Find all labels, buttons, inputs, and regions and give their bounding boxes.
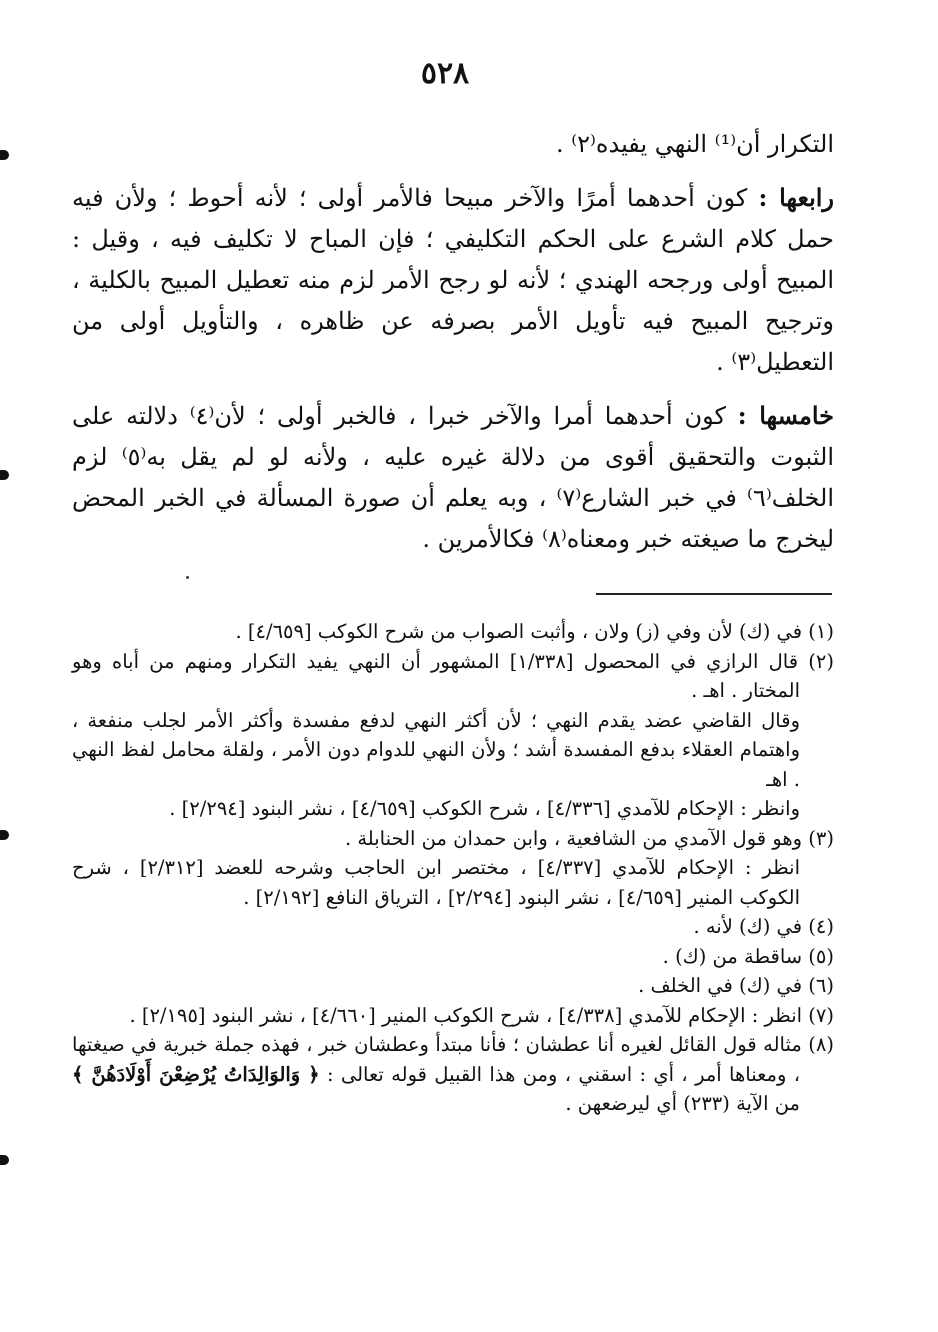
ink-dot <box>186 576 189 579</box>
footnote-6: (٦) في (ك) في الخلف . <box>638 974 834 997</box>
footnote-8-end: من الآية (٢٣٣) أي ليرضعهن . <box>565 1092 800 1115</box>
footnote-8-text: (٨) مثاله قول القائل لغيره أنا عطشان ؛ فأنا مبتدأ وعطشان خبر ، فهذه جملة خبرية في صيغتها ، ومعناها أمر ، أي : اسقني ، ومن هذا القبيل قوله تعالى : <box>72 1033 834 1086</box>
page-number: ٥٢٨ <box>420 56 470 91</box>
main-text <box>72 124 834 572</box>
footnote-5: (٥) ساقطة من (ك) . <box>662 944 834 968</box>
footnote-2-continuation: وقال القاضي عضد يقدم النهي ؛ لأن أكثر النهي لدفع مفسدة وأكثر الأمر لجلب منفعة ، واهتمام العقلاء بدفع المفسدة أشد ؛ ولأن النهي للدوام دون الأمر ، ولقلة محامل لفظ النهي . اهـ <box>72 708 800 791</box>
binding-mark <box>0 470 9 480</box>
paragraph-fifth-body: كون أحدهما أمرا والآخر خبرا ، فالخبر أولى ؛ لأن⁽٤⁾ دلالته على الثبوت والتحقيق أقوى من دلالة غيره عليه ، ولأنه لو لم يقل به⁽٥⁾ لزم الخلف⁽٦⁾ في خبر الشارع⁽٧⁾ ، وبه يعلم أن صورة المسألة في الخبر المحض ليخرج ما صيغته خبر ومعناه⁽٨⁾ فكالأمرين . <box>72 402 835 553</box>
footnote-3: (٣) وهو قول الآمدي من الشافعية ، وابن حمدان من الحنابلة . <box>344 826 834 850</box>
footnote-7: (٧) انظر : الإحكام للآمدي [٤/٣٣٨] ، شرح الكوكب المنير [٤/٦٦٠] ، نشر البنود [٢/١٩٥] . <box>129 1003 834 1027</box>
footnote-2: (٢) قال الرازي في المحصول [١/٣٣٨] المشهور أن النهي يفيد التكرار ومنهم من أباه وهو المختار . اهـ . <box>72 649 834 702</box>
footnote-3-references: انظر : الإحكام للآمدي [٤/٣٣٧] ، مختصر ابن الحاجب وشرحه للعضد [٢/٣١٢] ، شرح الكوكب المنير [٤/٦٥٩] ، نشر البنود [٢/٢٩٤] ، الترياق النافع [٢/١٩٢] . <box>72 856 801 909</box>
footnote-2-references: وانظر : الإحكام للآمدي [٤/٣٣٦] ، شرح الكوكب [٤/٦٥٩] ، نشر البنود [٢/٢٩٤] . <box>169 797 800 820</box>
paragraph-fourth-body: كون أحدهما أمرًا والآخر مبيحا فالأمر أولى ؛ لأنه أحوط ؛ ولأن فيه حمل كلام الشرع على الحكم التكليفي ؛ فإن المباح لا تكليف فيه ، وقيل : المبيح أولى ورجحه الهندي ؛ لأنه لو رجح الأمر لزم منه تعطيل المبيح بالكلية ، وترجيح المبيح فيه تأويل الأمر بصرفه عن ظاهره ، والتأويل أولى من التعطيل⁽٣⁾ . <box>72 184 834 376</box>
binding-mark <box>0 150 9 160</box>
footnote-1: (١) في (ك) لأن وفي (ز) ولان ، وأثبت الصواب من شرح الكوكب [٤/٦٥٩] . <box>235 620 834 643</box>
paragraph-fourth <box>72 177 834 383</box>
paragraph-fifth <box>72 395 834 560</box>
binding-mark <box>0 830 9 840</box>
paragraph-fourth-heading: رابعها : <box>758 183 835 212</box>
paragraph-fifth-heading: خامسها : <box>737 401 834 430</box>
quran-verse: ﴿ وَالوَالِدَاتُ يُرْضِعْنَ أَوْلَادَهُنَّ ﴾ <box>72 1062 320 1086</box>
footnote-divider <box>596 593 832 595</box>
footnotes <box>72 617 834 1119</box>
footnote-8 <box>72 1030 834 1119</box>
paragraph-continuation: التكرار أن⁽¹⁾ النهي يفيده⁽٢⁾ . <box>555 130 834 158</box>
footnote-4: (٤) في (ك) لأنه . <box>693 915 834 938</box>
binding-mark <box>0 1155 9 1165</box>
